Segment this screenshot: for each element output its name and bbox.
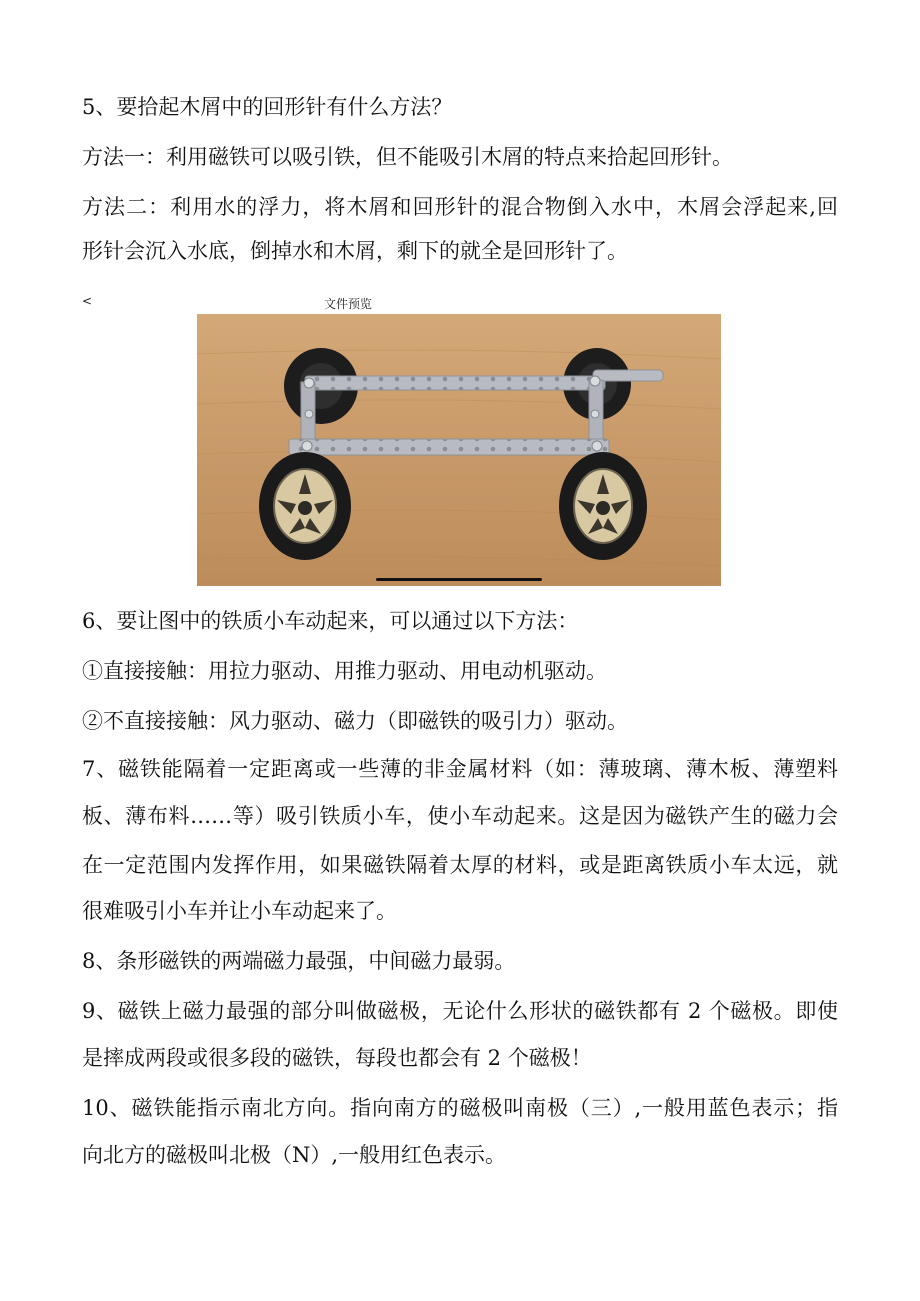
q10-line-1: 10、磁铁能指示南北方向。指向南方的磁极叫南极（三）,一般用蓝色表示；指 bbox=[82, 1096, 838, 1120]
home-indicator bbox=[376, 578, 542, 581]
q6-method-b: ②不直接接触：风力驱动、磁力（即磁铁的吸引力）驱动。 bbox=[82, 709, 628, 733]
front-right-wheel bbox=[559, 452, 647, 560]
q5-method-1: 方法一：利用磁铁可以吸引铁，但不能吸引木屑的特点来拾起回形针。 bbox=[82, 145, 733, 169]
q9-line-2: 是摔成两段或很多段的磁铁，每段也都会有 2 个磁极！ bbox=[82, 1046, 592, 1070]
q7-line-1: 7、磁铁能隔着一定距离或一些薄的非金属材料（如：薄玻璃、薄木板、薄塑料 bbox=[82, 757, 838, 781]
preview-title: 文件预览 bbox=[324, 297, 373, 311]
q8-statement: 8、条形磁铁的两端磁力最强，中间磁力最弱。 bbox=[82, 949, 516, 973]
q7-line-3: 在一定范围内发挥作用，如果磁铁隔着太厚的材料，或是距离铁质小车太远，就 bbox=[82, 853, 838, 877]
q7-line-2: 板、薄布料……等）吸引铁质小车，使小车动起来。这是因为磁铁产生的磁力会 bbox=[82, 804, 838, 828]
top-right-bracket bbox=[593, 370, 663, 381]
file-preview-bar bbox=[82, 294, 722, 314]
q6-question: 6、要让图中的铁质小车动起来，可以通过以下方法： bbox=[82, 609, 579, 633]
q10-line-2: 向北方的磁极叫北极（N）,一般用红色表示。 bbox=[82, 1143, 507, 1167]
front-left-wheel bbox=[259, 452, 351, 560]
q9-line-1: 9、磁铁上磁力最强的部分叫做磁极，无论什么形状的磁铁都有 2 个磁极。即使 bbox=[82, 999, 838, 1023]
q7-line-4: 很难吸引小车并让小车动起来了。 bbox=[82, 899, 397, 923]
q5-method-2-line-1: 方法二：利用水的浮力，将木屑和回形针的混合物倒入水中，木屑会浮起来,回 bbox=[82, 195, 838, 219]
q5-method-2-line-2: 形针会沉入水底，倒掉水和木屑，剩下的就全是回形针了。 bbox=[82, 239, 628, 263]
back-beam bbox=[305, 376, 605, 390]
front-beam bbox=[289, 439, 609, 455]
back-chevron-icon[interactable]: < bbox=[82, 294, 93, 308]
q5-question: 5、要拾起木屑中的回形针有什么方法？ bbox=[82, 95, 453, 119]
toy-car-photo bbox=[197, 314, 721, 586]
q6-method-a: ①直接接触：用拉力驱动、用推力驱动、用电动机驱动。 bbox=[82, 659, 607, 683]
